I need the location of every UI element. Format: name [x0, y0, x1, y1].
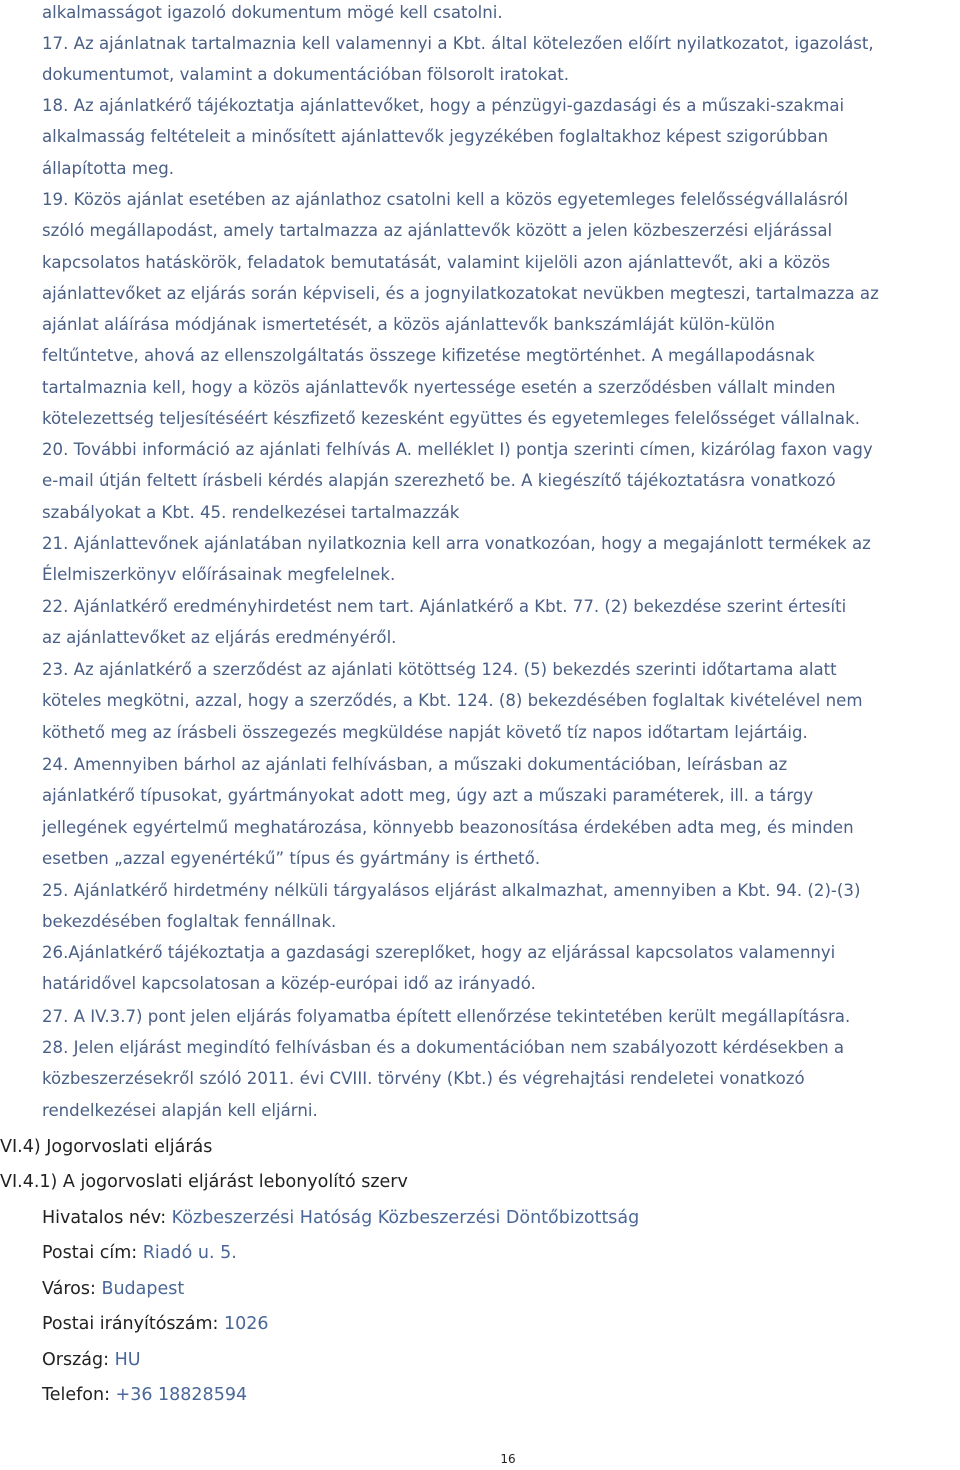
text-line: e-mail útján feltett írásbeli kérdés alapján szerezhető be. A kiegészítő tájékoztatásra vonatkozó — [42, 471, 836, 491]
field-postal-address — [42, 1240, 237, 1266]
text-line: alkalmasságot igazoló dokumentum mögé kell csatolni. — [42, 3, 503, 22]
field-official-name — [42, 1205, 639, 1231]
text-line: ajánlatkérő típusokat, gyártmányokat adott meg, úgy azt a műszaki paraméterek, ill. a tárgy — [42, 786, 814, 806]
text-line: 23. Az ajánlatkérő a szerződést az ajánlati kötöttség 124. (5) bekezdés szerinti időtartama alatt — [42, 660, 837, 679]
section-heading-vi41: VI.4.1) A jogorvoslati eljárást lebonyolító szerv — [0, 1172, 408, 1192]
text-line: 21. Ajánlattevőnek ajánlatában nyilatkoznia kell arra vonatkozóan, hogy a megajánlott termékek az — [42, 534, 871, 553]
paragraph-19 — [42, 184, 960, 434]
text-line: tartalmaznia kell, hogy a közös ajánlattevők nyertessége esetén a szerződésben vállalt minden — [42, 377, 836, 397]
text-line: 17. Az ajánlatnak tartalmaznia kell valamennyi a Kbt. által kötelezően előírt nyilatkozatot, igazolást, — [42, 34, 874, 53]
page-number: 16 — [500, 1452, 516, 1466]
text-line: 20. További információ az ajánlati felhívás A. melléklet I) pontja szerinti címen, kizárólag faxon vagy — [42, 440, 873, 459]
paragraph-25 — [42, 875, 960, 938]
text-line: közbeszerzésekről szóló 2011. évi CVIII. törvény (Kbt.) és végrehajtási rendeletei vonatkozó — [42, 1069, 805, 1089]
text-line: ajánlattevőket az eljárás során képviseli, és a jognyilatkozatokat nevükben megteszi, tartalmazza az — [42, 283, 879, 303]
field-value: Közbeszerzési Hatóság Közbeszerzési Döntőbizottság — [171, 1208, 640, 1228]
text-line: dokumentumot, valamint a dokumentációban fölsorolt iratokat. — [42, 65, 570, 85]
text-line: 25. Ajánlatkérő hirdetmény nélküli tárgyalásos eljárást alkalmazhat, amennyiben a Kbt. 94. (2)-(3) — [42, 881, 861, 900]
text-line: köteles megkötni, azzal, hogy a szerződés, a Kbt. 124. (8) bekezdésében foglaltak kivételével nem — [42, 691, 863, 711]
section-heading-vi4: VI.4) Jogorvoslati eljárás — [0, 1137, 213, 1157]
paragraph-27 — [42, 1001, 960, 1032]
text-line: alkalmasság feltételeit a minősített ajánlattevők jegyzékében foglaltakhoz képest szigorúbban — [42, 127, 829, 147]
field-label: Postai irányítószám: — [42, 1314, 224, 1334]
paragraph-16-continuation — [42, 0, 960, 28]
text-line: Élelmiszerkönyv előírásainak megfelelnek. — [42, 565, 396, 585]
field-label: Hivatalos név: — [42, 1208, 172, 1228]
text-line: 27. A IV.3.7) pont jelen eljárás folyamatba épített ellenőrzése tekintetében került megállapításra. — [42, 1007, 851, 1026]
paragraph-21 — [42, 528, 960, 591]
field-country — [42, 1347, 141, 1373]
paragraph-18 — [42, 90, 960, 184]
text-line: 18. Az ajánlatkérő tájékoztatja ajánlattevőket, hogy a pénzügyi-gazdasági és a műszaki-szakmai — [42, 96, 845, 115]
field-value: Budapest — [101, 1279, 185, 1299]
paragraph-24 — [42, 749, 960, 874]
text-line: szabályokat a Kbt. 45. rendelkezései tartalmazzák — [42, 502, 460, 522]
paragraph-22 — [42, 591, 960, 654]
text-line: rendelkezései alapján kell eljárni. — [42, 1100, 318, 1120]
field-postal-code — [42, 1311, 269, 1337]
paragraph-20 — [42, 434, 960, 528]
text-line: 19. Közös ajánlat esetében az ajánlathoz csatolni kell a közös egyetemleges felelősségvállalásról — [42, 190, 849, 209]
text-line: határidővel kapcsolatosan a közép-európai idő az irányadó. — [42, 974, 536, 994]
text-line: feltűntetve, ahová az ellenszolgáltatás összege kifizetése megtörténhet. A megállapodásnak — [42, 346, 815, 366]
text-line: esetben „azzal egyenértékű” típus és gyártmány is érthető. — [42, 848, 541, 868]
field-label: Telefon: — [42, 1385, 116, 1405]
text-line: kapcsolatos hatáskörök, feladatok bemutatását, valamint kijelöli azon ajánlattevőt, aki a közös — [42, 252, 831, 272]
text-line: ajánlat aláírása módjának ismertetését, a közös ajánlattevők bankszámláját külön-külön — [42, 315, 776, 335]
text-line: kötelezettség teljesítéséért készfizető kezesként együttes és egyetemleges felelősséget vállalnak. — [42, 409, 860, 429]
text-line: köthető meg az írásbeli összegezés megküldése napját követő tíz napos időtartam lejártáig. — [42, 722, 808, 742]
field-label: Város: — [42, 1279, 102, 1299]
paragraph-23 — [42, 654, 960, 748]
field-label: Ország: — [42, 1350, 115, 1370]
field-value: +36 18828594 — [115, 1385, 248, 1405]
text-line: szóló megállapodást, amely tartalmazza az ajánlattevők között a jelen közbeszerzési eljárással — [42, 221, 833, 241]
field-phone — [42, 1382, 247, 1408]
text-line: 28. Jelen eljárást megindító felhívásban és a dokumentációban nem szabályozott kérdésekben a — [42, 1038, 845, 1057]
paragraph-28 — [42, 1032, 960, 1126]
text-line: 24. Amennyiben bárhol az ajánlati felhívásban, a műszaki dokumentációban, leírásban az — [42, 755, 788, 774]
paragraph-26 — [42, 937, 960, 1000]
text-line: állapította meg. — [42, 158, 174, 178]
field-value: 1026 — [223, 1314, 269, 1334]
text-line: bekezdésében foglaltak fennállnak. — [42, 912, 337, 932]
text-line: jellegének egyértelmű meghatározása, könnyebb beazonosítása érdekében adta meg, és minden — [42, 817, 854, 837]
text-line: az ajánlattevőket az eljárás eredményéről. — [42, 628, 397, 648]
field-value: HU — [114, 1350, 141, 1370]
text-line: 26.Ajánlatkérő tájékoztatja a gazdasági szereplőket, hogy az eljárással kapcsolatos valamennyi — [42, 943, 836, 962]
text-line: 22. Ajánlatkérő eredményhirdetést nem tart. Ajánlatkérő a Kbt. 77. (2) bekezdése szerint értesíti — [42, 597, 847, 616]
paragraph-17 — [42, 28, 960, 91]
field-value: Riadó u. 5. — [142, 1243, 237, 1263]
field-city — [42, 1276, 184, 1302]
field-label: Postai cím: — [42, 1243, 143, 1263]
